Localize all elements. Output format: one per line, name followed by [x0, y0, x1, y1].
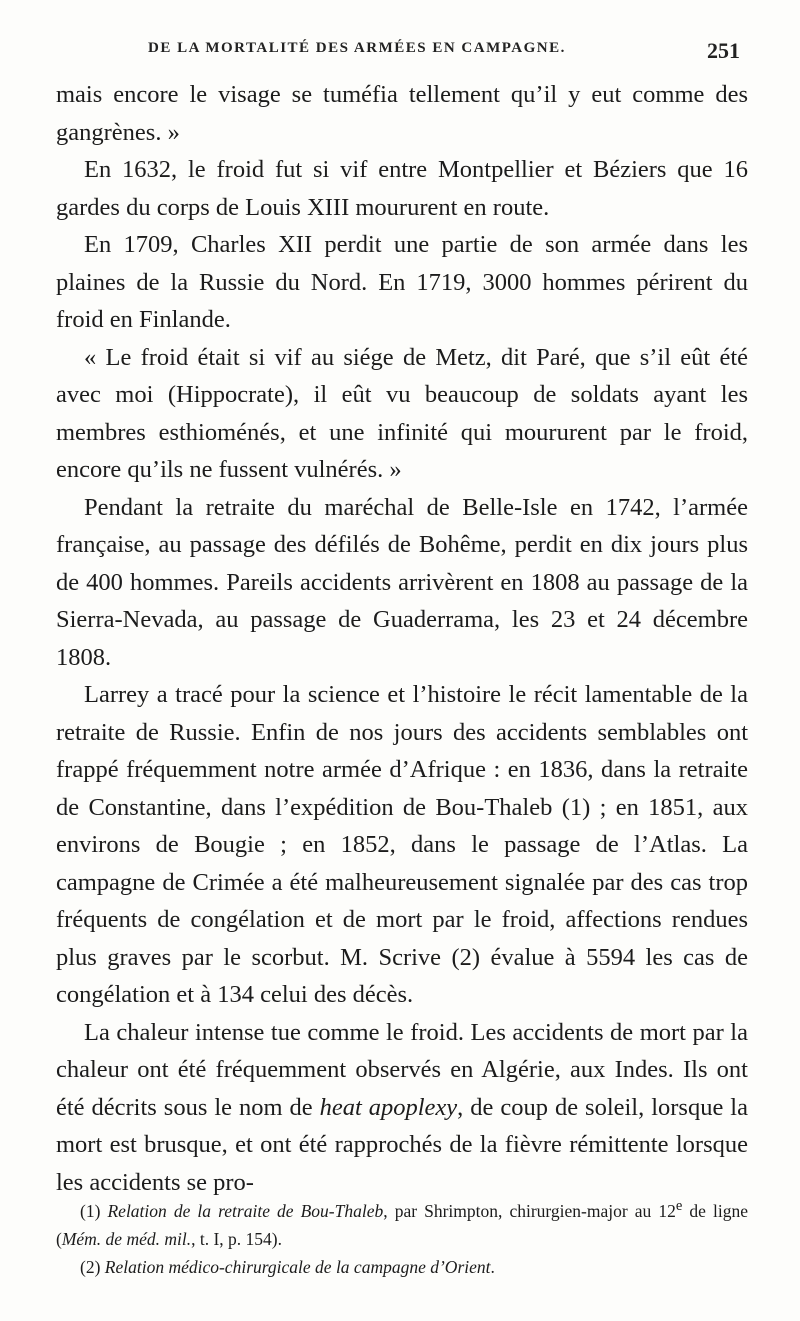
- footnote-1-source: Mém. de méd. mil.: [61, 1228, 192, 1249]
- footnote-2: [56, 1253, 748, 1281]
- paragraph-larrey: Larrey a tracé pour la science et l’histoire le récit lamentable de la retraite de Russie. Enfin de nos jours des accidents semblables ont frappé fréquemment notre armée d’Afrique : en 1836, dans la retraite de Constantine, dans l’expédition de Bou-Thaleb (1) ; en 1851, aux environs de Bougie ; en 1852, dans le passage de l’Atlas. La campagne de Crimée a été malheureusement signalée par des cas trop fréquents de congélation et de mort par le froid, affections rendues plus graves par le scorbut. M. Scrive (2) évalue à 5594 les cas de congélation et à 134 celui des décès.: [56, 681, 748, 1008]
- page-number: 251: [707, 38, 740, 63]
- footnote-2-marker: (2): [80, 1256, 105, 1277]
- paragraph-belle-isle: Pendant la retraite du maréchal de Belle-Isle en 1742, l’armée française, au passage des défilés de Bohême, perdit en dix jours plus de 400 hommes. Pareils accidents arrivèrent en 1808 au passage de la Sierra-Nevada, au passage de Guaderrama, les 23 et 24 décembre 1808.: [56, 493, 748, 671]
- footnote-1-mid2: de ligne (: [56, 1200, 748, 1249]
- footnote-1-mid: , par Shrimpton, chirurgien-major au 12: [383, 1200, 676, 1221]
- footnote-1-title: Relation de la retraite de Bou-Thaleb: [107, 1200, 384, 1221]
- paragraph-chaleur: [56, 1014, 748, 1202]
- footnote-2-after: .: [490, 1256, 495, 1277]
- paragraph-1709: En 1709, Charles XII perdit une partie de son armée dans les plaines de la Russie du Nord. En 1719, 3000 hommes périrent du froid en Finlande.: [56, 231, 748, 333]
- footnotes: [56, 1192, 748, 1281]
- paragraph-1632: En 1632, le froid fut si vif entre Montpellier et Béziers que 16 gardes du corps de Louis XIII moururent en route.: [56, 156, 748, 221]
- running-title: DE LA MORTALITÉ DES ARMÉES EN CAMPAGNE.: [148, 40, 566, 56]
- footnote-1-sup: e: [675, 1198, 683, 1214]
- body-text: [56, 76, 748, 1201]
- footnote-1: [56, 1192, 748, 1253]
- paragraph-continuation: mais encore le visage se tuméfia tellement qu’il y eut comme des gangrènes. »: [56, 81, 748, 146]
- paragraph-chaleur-before: La chaleur intense tue comme le froid. Les accidents de mort par la chaleur ont été fréquemment observés en Algérie, aux Indes. Ils ont été décrits sous le nom de: [56, 1018, 748, 1121]
- paragraph-pare-quote: « Le froid était si vif au siége de Metz, dit Paré, que s’il eût été avec moi (Hippocrate), il eût vu beaucoup de soldats ayant les membres esthioménés, et une infinité qui moururent par le froid, encore qu’ils ne fussent vulnérés. »: [56, 343, 748, 483]
- paragraph-chaleur-italic: heat apoplexy: [319, 1093, 458, 1121]
- footnote-2-title: Relation médico-chirurgicale de la campagne d’Orient: [104, 1256, 491, 1277]
- footnote-1-marker: (1): [80, 1200, 108, 1221]
- paragraph-chaleur-after: , de coup de soleil, lorsque la mort est brusque, et ont été rapprochés de la fièvre rémittente lorsque les accidents se pro-: [56, 1093, 748, 1196]
- footnote-1-after: , t. I, p. 154).: [191, 1228, 283, 1249]
